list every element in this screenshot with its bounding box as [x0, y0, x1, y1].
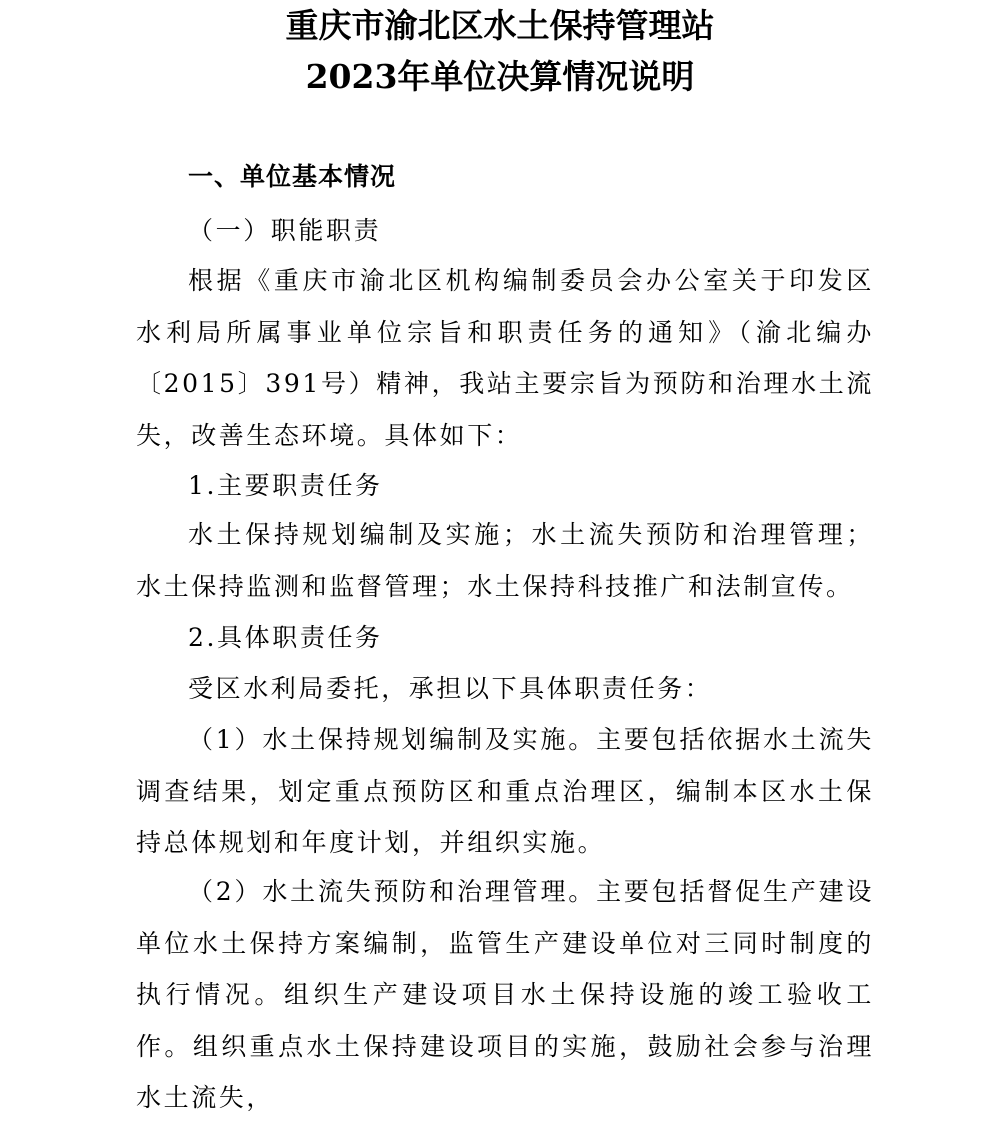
specific-duties-heading: 2.具体职责任务 [188, 623, 383, 652]
duty-item-1: （1）水土保持规划编制及实施。主要包括依据水土流失调查结果，划定重点预防区和重点治理区，编制本区水土保持总体规划和年度计划，并组织实施。 [136, 725, 874, 857]
main-duties-heading: 1.主要职责任务 [188, 471, 383, 500]
section1-heading: 一、单位基本情况 [188, 162, 397, 191]
duty-item-2: （2）水土流失预防和治理管理。主要包括督促生产建设单位水土保持方案编制，监管生产建设单位对三同时制度的执行情况。组织生产建设项目水土保持设施的竣工验收工作。组织重点水土保持建设项目的实施，鼓励社会参与治理水土流失， [136, 877, 874, 1112]
entrusted-text: 受区水利局委托，承担以下具体职责任务： [188, 674, 713, 703]
document-title-line1: 重庆市渝北区水土保持管理站 [285, 6, 715, 45]
basis-paragraph: 根据《重庆市渝北区机构编制委员会办公室关于印发区水利局所属事业单位宗旨和职责任务的通知》（渝北编办〔2015〕391号）精神，我站主要宗旨为预防和治理水土流失，改善生态环境。具体如下： [136, 266, 874, 450]
main-duties-text: 水土保持规划编制及实施；水土流失预防和治理管理；水土保持监测和监督管理；水土保持科技推广和法制宣传。 [136, 520, 874, 601]
subsection1-heading: （一）职能职责 [188, 216, 382, 245]
document-title-line2: 2023年单位决算情况说明 [305, 57, 695, 96]
